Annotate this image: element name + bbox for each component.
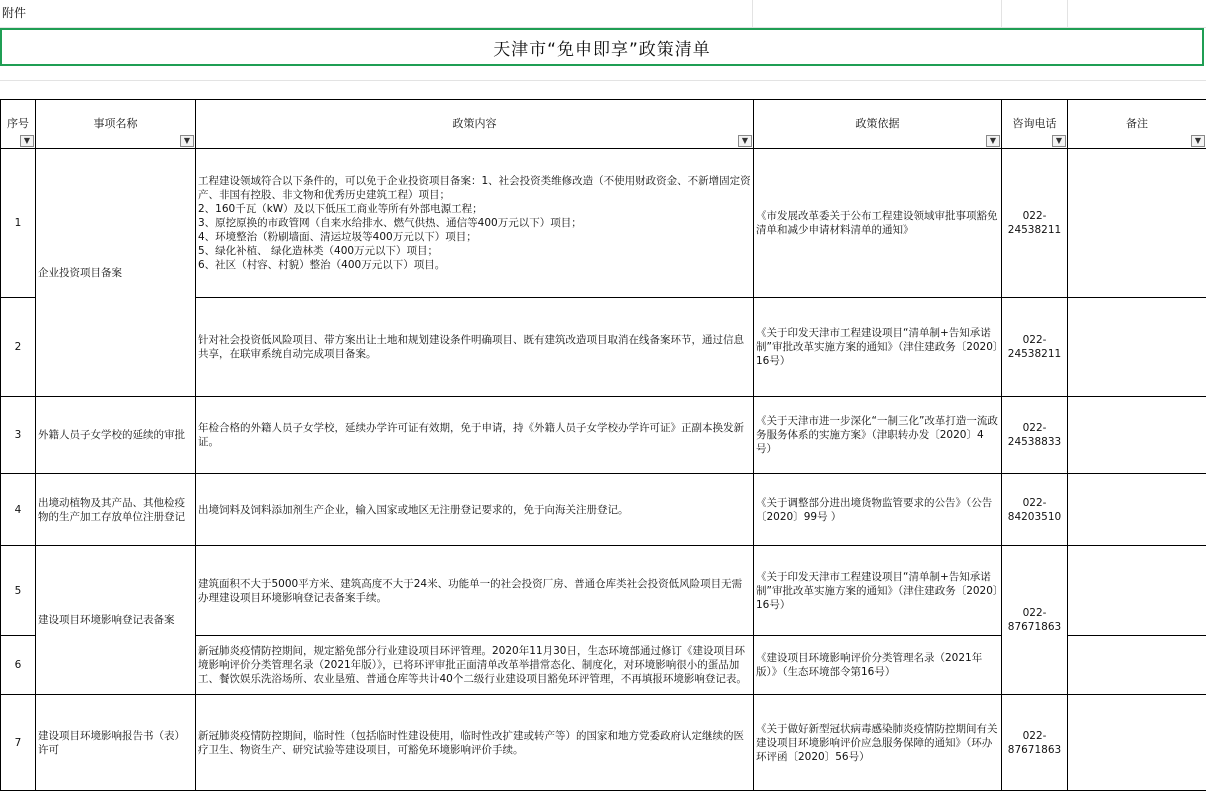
content-cell[interactable] [196, 149, 754, 298]
header-basis-label: 政策依据 [856, 117, 900, 130]
header-row [1, 100, 1206, 149]
attachment-label: 附件 [2, 4, 26, 21]
remark-cell[interactable] [1068, 397, 1206, 474]
header-phone[interactable] [1002, 100, 1068, 149]
content-text: 工程建设领域符合以下条件的，可以免于企业投资项目备案：1、社会投资类维修改造（不使用财政资金、不新增固定资产、非国有控股、非文物和优秀历史建筑工程）项目； 2、160千瓦（kW）及以下低压工商业等所有外部电源工程； 3、原挖原换的市政管网（自来水给排水、燃气供热、通信等400万元以下）项目； 4、环境整治（粉刷墙面、清运垃圾等400万元以下）项目； 5、绿化补植、 绿化造林类（400万元以下）项目； 6、社区（村容、村貌）整治（400万元以下）项目。 [198, 174, 751, 272]
filter-dropdown-icon[interactable]: ▼ [20, 135, 34, 147]
seq-cell[interactable]: 2 [1, 298, 36, 397]
phone-cell[interactable]: 022-24538211 [1002, 149, 1068, 298]
content-cell[interactable]: 新冠肺炎疫情防控期间，规定豁免部分行业建设项目环评管理。2020年11月30日，生态环境部通过修订《建设项目环境影响评价分类管理名录（2021年版）》，已将环评审批正面清单改革举措常态化、制度化，对环境影响很小的蛋品加工、餐饮娱乐洗浴场所、农业垦殖、普通仓库等共计40个二级行业建设项目豁免环评管理，不再填报环境影响登记表。 [196, 636, 754, 695]
item-cell[interactable]: 企业投资项目备案 [36, 149, 196, 397]
table-row [1, 474, 1206, 546]
seq-cell[interactable]: 7 [1, 695, 36, 791]
content-cell[interactable]: 新冠肺炎疫情防控期间，临时性（包括临时性建设使用，临时性改扩建或转产等）的国家和地方党委政府认定继续的医疗卫生、物资生产、研究试验等建设项目，可豁免环境影响评价手续。 [196, 695, 754, 791]
basis-cell[interactable]: 《市发展改革委关于公布工程建设领域审批事项豁免清单和减少申请材料清单的通知》 [754, 149, 1002, 298]
item-cell[interactable]: 建设项目环境影响报告书（表）许可 [36, 695, 196, 791]
basis-cell[interactable]: 《关于印发天津市工程建设项目“清单制+告知承诺制”审批改革实施方案的通知》（津住建政务〔2020〕16号） [754, 546, 1002, 636]
basis-cell[interactable]: 《建设项目环境影响评价分类管理名录（2021年版）》（生态环境部令第16号） [754, 636, 1002, 695]
table-row [1, 546, 1206, 636]
phone-cell[interactable]: 022-87671863 [1002, 695, 1068, 791]
seq-cell[interactable]: 1 [1, 149, 36, 298]
header-phone-label: 咨询电话 [1013, 117, 1057, 130]
remark-cell[interactable] [1068, 546, 1206, 636]
table-row [1, 149, 1206, 298]
phone-cell[interactable]: 022-24538211 [1002, 298, 1068, 397]
filter-dropdown-icon[interactable]: ▼ [180, 135, 194, 147]
header-basis[interactable] [754, 100, 1002, 149]
basis-cell[interactable]: 《关于调整部分进出境货物监管要求的公告》（公告〔2020〕99号 ） [754, 474, 1002, 546]
seq-cell[interactable]: 4 [1, 474, 36, 546]
header-remark-label: 备注 [1126, 117, 1148, 130]
sheet-title[interactable]: 天津市“免申即享”政策清单 [0, 28, 1204, 66]
remark-cell[interactable] [1068, 695, 1206, 791]
content-cell[interactable]: 年检合格的外籍人员子女学校，延续办学许可证有效期，免于申请，持《外籍人员子女学校办学许可证》正副本换发新证。 [196, 397, 754, 474]
filter-dropdown-icon[interactable]: ▼ [986, 135, 1000, 147]
basis-cell[interactable]: 《关于印发天津市工程建设项目“清单制+告知承诺制”审批改革实施方案的通知》（津住建政务〔2020〕16号） [754, 298, 1002, 397]
policy-table [0, 99, 1206, 791]
header-remark[interactable] [1068, 100, 1206, 149]
table-row [1, 397, 1206, 474]
basis-cell[interactable]: 《关于做好新型冠状病毒感染肺炎疫情防控期间有关建设项目环境影响评价应急服务保障的通知》（环办环评函〔2020〕56号） [754, 695, 1002, 791]
remark-cell[interactable] [1068, 636, 1206, 695]
header-item-label: 事项名称 [94, 117, 138, 130]
filter-dropdown-icon[interactable]: ▼ [738, 135, 752, 147]
remark-cell[interactable] [1068, 298, 1206, 397]
content-cell[interactable]: 建筑面积不大于5000平方米、建筑高度不大于24米、功能单一的社会投资厂房、普通仓库类社会投资低风险项目无需办理建设项目环境影响登记表备案手续。 [196, 546, 754, 636]
phone-cell[interactable]: 022-87671863 [1002, 546, 1068, 695]
header-content-label: 政策内容 [453, 117, 497, 130]
item-cell[interactable]: 出境动植物及其产品、其他检疫物的生产加工存放单位注册登记 [36, 474, 196, 546]
table-row [1, 695, 1206, 791]
content-cell[interactable]: 针对社会投资低风险项目、带方案出让土地和规划建设条件明确项目、既有建筑改造项目取消在线备案环节，通过信息共享，在联审系统自动完成项目备案。 [196, 298, 754, 397]
content-cell[interactable]: 出境饲料及饲料添加剂生产企业，输入国家或地区无注册登记要求的，免于向海关注册登记。 [196, 474, 754, 546]
header-item[interactable] [36, 100, 196, 149]
remark-cell[interactable] [1068, 149, 1206, 298]
header-seq[interactable] [1, 100, 36, 149]
item-cell[interactable]: 外籍人员子女学校的延续的审批 [36, 397, 196, 474]
header-seq-label: 序号 [7, 117, 29, 130]
filter-dropdown-icon[interactable]: ▼ [1191, 135, 1205, 147]
seq-cell[interactable]: 6 [1, 636, 36, 695]
remark-cell[interactable] [1068, 474, 1206, 546]
seq-cell[interactable]: 5 [1, 546, 36, 636]
filter-dropdown-icon[interactable]: ▼ [1052, 135, 1066, 147]
basis-cell[interactable]: 《关于天津市进一步深化“一制三化”改革打造一流政务服务体系的实施方案》（津职转办发〔2020〕4号） [754, 397, 1002, 474]
phone-cell[interactable]: 022-84203510 [1002, 474, 1068, 546]
phone-cell[interactable]: 022-24538833 [1002, 397, 1068, 474]
header-content[interactable] [196, 100, 754, 149]
item-cell[interactable]: 建设项目环境影响登记表备案 [36, 546, 196, 695]
seq-cell[interactable]: 3 [1, 397, 36, 474]
